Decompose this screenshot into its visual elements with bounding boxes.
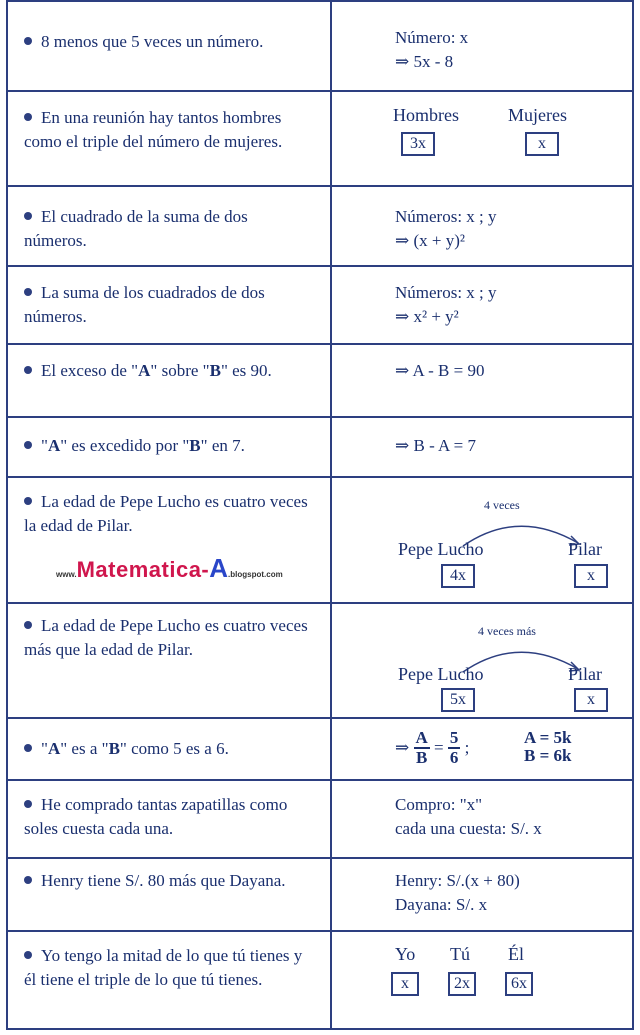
row-translation xyxy=(395,793,635,841)
translation-line: ⇒ (x + y)² xyxy=(395,231,466,250)
table-row xyxy=(8,345,632,418)
translation-line: Número: x xyxy=(395,28,469,47)
statement-text: Yo tengo la mitad de lo que tú tienes y él tiene el triple de lo que tú tienes. xyxy=(24,946,303,989)
column-divider xyxy=(330,932,332,1028)
column-divider xyxy=(330,187,332,265)
translation-line: ⇒ B - A = 7 xyxy=(395,436,476,455)
table-row xyxy=(8,478,632,604)
watermark-name: Matematica- xyxy=(76,557,210,582)
translation-line: ⇒ x² + y² xyxy=(395,307,459,326)
value-box: 3x xyxy=(401,132,435,156)
column-divider xyxy=(330,418,332,476)
statement-text: " xyxy=(41,436,48,455)
translation-line: Números: x ; y xyxy=(395,207,497,226)
fraction-denominator: 6 xyxy=(449,748,459,767)
table-row xyxy=(8,2,632,92)
row-statement xyxy=(24,737,314,761)
diagram-label: Pepe Lucho xyxy=(398,664,484,684)
fraction-5-6 xyxy=(448,729,461,767)
row-translation xyxy=(395,869,635,917)
bullet-icon xyxy=(24,621,32,629)
fraction-numerator: A xyxy=(415,728,428,747)
fraction-a-b xyxy=(414,729,430,767)
translation-line: cada una cuesta: S/. x xyxy=(395,819,542,838)
table-row xyxy=(8,604,632,719)
bullet-icon xyxy=(24,800,32,808)
watermark-logo xyxy=(56,553,283,584)
translation-line: Henry: S/.(x + 80) xyxy=(395,871,520,890)
fraction-numerator: 5 xyxy=(449,728,459,747)
table-row xyxy=(8,719,632,781)
table-row xyxy=(8,418,632,478)
watermark-suffix: .blogspot.com xyxy=(228,570,283,579)
diagram-label: Tú xyxy=(450,944,470,964)
diagram-label: Mujeres xyxy=(508,105,567,125)
column-divider xyxy=(330,781,332,857)
k-value-line: A = 5k xyxy=(524,728,572,747)
statement-text: " sobre " xyxy=(150,361,210,380)
statement-text: He comprado tantas zapatillas como soles cuesta cada una. xyxy=(24,795,288,838)
bullet-icon xyxy=(24,366,32,374)
table-row xyxy=(8,187,632,267)
statement-text: " como 5 es a 6. xyxy=(119,739,229,758)
value-box: x xyxy=(574,688,608,712)
watermark-letter: A xyxy=(209,553,229,583)
bullet-icon xyxy=(24,212,32,220)
statement-text: 8 menos que 5 veces un número. xyxy=(41,32,264,51)
bullet-icon xyxy=(24,497,32,505)
statement-text: La suma de los cuadrados de dos números. xyxy=(24,283,265,326)
table-row xyxy=(8,781,632,859)
row-statement xyxy=(24,944,314,992)
var-b: B xyxy=(209,361,221,380)
row-translation xyxy=(395,359,635,383)
bullet-icon xyxy=(24,876,32,884)
value-box: 2x xyxy=(448,972,476,996)
column-divider xyxy=(330,345,332,416)
column-divider xyxy=(330,478,332,602)
fraction-denominator: B xyxy=(415,748,428,767)
var-a: A xyxy=(47,436,61,455)
value-box: x xyxy=(391,972,419,996)
translation-line: Compro: "x" xyxy=(395,795,483,814)
table-row xyxy=(8,932,632,1028)
implies-symbol: ⇒ xyxy=(395,738,410,757)
statement-text: " xyxy=(41,739,48,758)
statement-text: Henry tiene S/. 80 más que Dayana. xyxy=(41,871,286,890)
diagram-label: Pilar xyxy=(568,539,602,559)
arrow-label: 4 veces más xyxy=(478,624,536,638)
statement-text: El exceso de " xyxy=(41,361,139,380)
value-box: x xyxy=(574,564,608,588)
ratio-expression xyxy=(395,729,469,767)
diagram-label: Hombres xyxy=(393,105,459,125)
statement-text: " es a " xyxy=(60,739,109,758)
row-translation xyxy=(395,205,635,253)
equals-symbol: = xyxy=(434,738,444,757)
column-divider xyxy=(330,719,332,779)
statement-text: El cuadrado de la suma de dos números. xyxy=(24,207,248,250)
diagram-label: Pepe Lucho xyxy=(398,539,484,559)
column-divider xyxy=(330,604,332,717)
bullet-icon xyxy=(24,288,32,296)
expressions-table xyxy=(6,0,634,1030)
row-statement xyxy=(24,793,314,841)
translation-line: ⇒ 5x - 8 xyxy=(395,52,454,71)
table-row xyxy=(8,859,632,932)
row-statement xyxy=(24,106,314,154)
column-divider xyxy=(330,859,332,930)
row-translation xyxy=(395,281,635,329)
diagram-label: Él xyxy=(508,944,524,964)
statement-text: " en 7. xyxy=(200,436,245,455)
statement-text: " es excedido por " xyxy=(60,436,190,455)
value-box: x xyxy=(525,132,559,156)
statement-text: " es 90. xyxy=(220,361,272,380)
row-statement xyxy=(24,359,314,383)
row-statement xyxy=(24,30,314,54)
var-b: B xyxy=(189,436,201,455)
column-divider xyxy=(330,2,332,90)
value-box: 4x xyxy=(441,564,475,588)
row-statement xyxy=(24,434,314,458)
bullet-icon xyxy=(24,744,32,752)
bullet-icon xyxy=(24,951,32,959)
translation-line: Números: x ; y xyxy=(395,283,497,302)
row-translation xyxy=(395,434,635,458)
table-row xyxy=(8,267,632,345)
row-statement xyxy=(24,869,314,893)
value-box: 6x xyxy=(505,972,533,996)
translation-line: ⇒ A - B = 90 xyxy=(395,361,485,380)
column-divider xyxy=(330,267,332,343)
var-a: A xyxy=(47,739,61,758)
statement-text: La edad de Pepe Lucho es cuatro veces más que la edad de Pilar. xyxy=(24,616,308,659)
k-values xyxy=(524,729,571,765)
translation-line: Dayana: S/. x xyxy=(395,895,488,914)
diagram-label: Pilar xyxy=(568,664,602,684)
diagram-label: Yo xyxy=(395,944,416,964)
k-value-line: B = 6k xyxy=(524,746,572,765)
var-b: B xyxy=(108,739,120,758)
row-statement xyxy=(24,281,314,329)
bullet-icon xyxy=(24,37,32,45)
watermark-prefix: www. xyxy=(56,570,77,579)
arrow-label: 4 veces xyxy=(484,498,520,512)
row-translation xyxy=(395,26,635,74)
statement-text: En una reunión hay tantos hombres como el triple del número de mujeres. xyxy=(24,108,283,151)
statement-text: La edad de Pepe Lucho es cuatro veces la edad de Pilar. xyxy=(24,492,308,535)
column-divider xyxy=(330,92,332,185)
bullet-icon xyxy=(24,441,32,449)
value-box: 5x xyxy=(441,688,475,712)
table-row xyxy=(8,92,632,187)
row-statement xyxy=(24,490,314,538)
var-a: A xyxy=(138,361,151,380)
row-statement xyxy=(24,205,314,253)
separator: ; xyxy=(464,738,470,757)
bullet-icon xyxy=(24,113,32,121)
row-statement xyxy=(24,614,314,662)
